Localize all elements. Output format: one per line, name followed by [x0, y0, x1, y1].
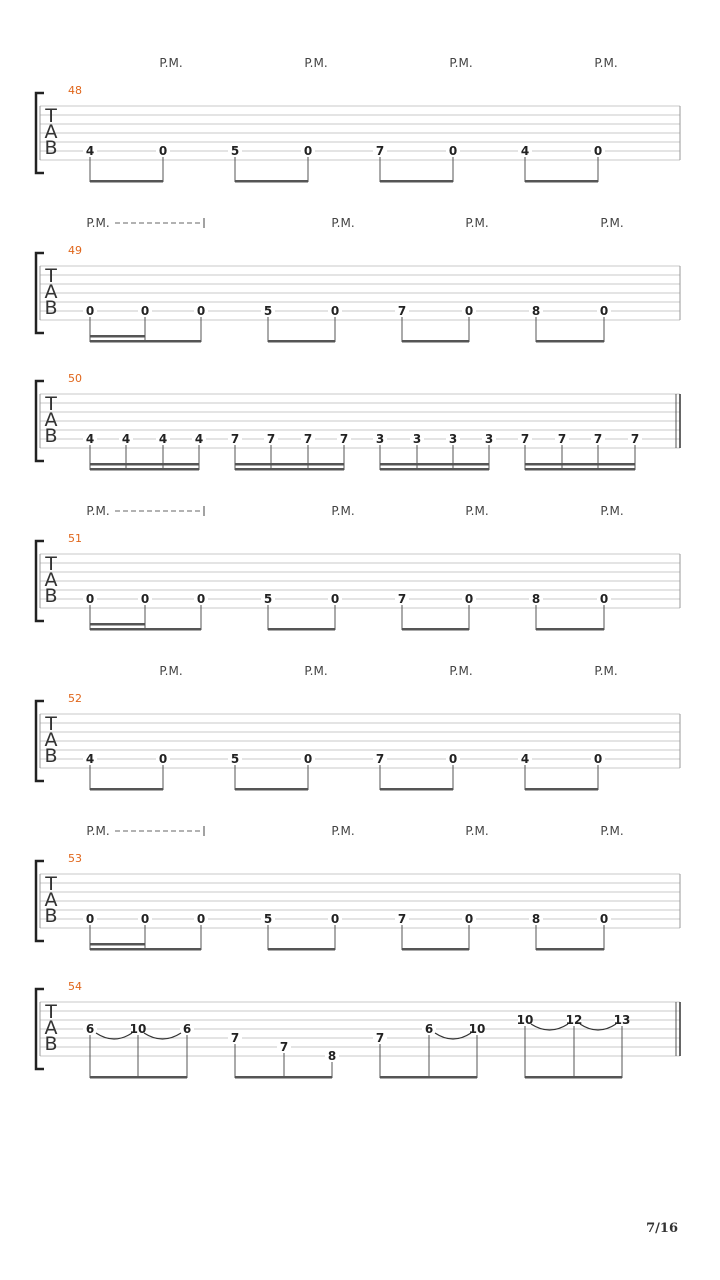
beam — [525, 468, 635, 471]
fret-number: 5 — [230, 752, 240, 766]
staff-system-48 — [36, 56, 680, 183]
fret-number: 7 — [303, 432, 313, 446]
beam — [90, 340, 201, 343]
fret-number: 0 — [599, 304, 609, 318]
fret-number: 10 — [516, 1013, 534, 1027]
palm-mute-marking: P.M. — [449, 56, 473, 70]
palm-mute-marking: P.M. — [465, 824, 489, 838]
fret-number: 0 — [196, 912, 206, 926]
fret-number: 0 — [196, 592, 206, 606]
tab-clef-letter: T — [45, 873, 57, 895]
fret-number: 6 — [424, 1022, 434, 1036]
fret-number: 7 — [279, 1040, 289, 1054]
fret-number: 6 — [182, 1022, 192, 1036]
fret-number: 5 — [263, 912, 273, 926]
palm-mute-marking: P.M. — [304, 664, 328, 678]
fret-number: 0 — [196, 304, 206, 318]
tab-clef-letter: B — [44, 905, 58, 927]
beam — [90, 628, 201, 631]
beam — [90, 468, 199, 471]
fret-number: 4 — [121, 432, 131, 446]
page-number: 7/16 — [646, 1221, 678, 1236]
fret-number: 7 — [375, 144, 385, 158]
staff-system-49 — [36, 216, 680, 343]
fret-number: 7 — [557, 432, 567, 446]
tab-clef-letter: A — [44, 1017, 58, 1039]
fret-number: 4 — [85, 432, 95, 446]
fret-number: 0 — [140, 304, 150, 318]
tab-clef-letter: B — [44, 425, 58, 447]
tab-clef-letter: B — [44, 137, 58, 159]
fret-number: 0 — [330, 304, 340, 318]
tab-clef-letter: T — [45, 265, 57, 287]
beam — [380, 468, 489, 471]
palm-mute-marking: P.M. — [594, 664, 618, 678]
fret-number: 4 — [85, 752, 95, 766]
fret-number: 0 — [85, 912, 95, 926]
fret-number: 0 — [85, 592, 95, 606]
fret-number: 7 — [630, 432, 640, 446]
tab-clef-letter: A — [44, 569, 58, 591]
beam — [402, 340, 469, 343]
beam-secondary — [380, 463, 489, 466]
palm-mute-marking: P.M. — [159, 664, 183, 678]
fret-number: 0 — [158, 144, 168, 158]
fret-number: 0 — [599, 592, 609, 606]
palm-mute-marking: P.M. — [594, 56, 618, 70]
fret-number: 0 — [303, 752, 313, 766]
beam — [380, 1076, 477, 1079]
palm-mute-marking: P.M. — [159, 56, 183, 70]
beam — [90, 180, 163, 183]
fret-number: 0 — [593, 752, 603, 766]
fret-number: 7 — [375, 1031, 385, 1045]
beam-secondary — [90, 623, 145, 626]
fret-number: 7 — [339, 432, 349, 446]
fret-number: 5 — [263, 592, 273, 606]
tab-clef-letter: T — [45, 1001, 57, 1023]
measure-number: 54 — [68, 980, 82, 993]
staff-system-50 — [36, 372, 680, 471]
palm-mute-marking: P.M. — [331, 824, 355, 838]
beam — [90, 948, 201, 951]
beam — [235, 180, 308, 183]
fret-number: 0 — [158, 752, 168, 766]
measure-number: 50 — [68, 372, 82, 385]
staff-system-53 — [36, 824, 680, 951]
palm-mute-marking: P.M. — [465, 504, 489, 518]
palm-mute-marking: P.M. — [600, 504, 624, 518]
measure-number: 53 — [68, 852, 82, 865]
fret-number: 4 — [194, 432, 204, 446]
fret-number: 7 — [397, 912, 407, 926]
fret-number: 4 — [158, 432, 168, 446]
fret-number: 0 — [448, 752, 458, 766]
fret-number: 0 — [464, 592, 474, 606]
palm-mute-marking: P.M. — [449, 664, 473, 678]
tab-clef-letter: B — [44, 297, 58, 319]
fret-number: 6 — [85, 1022, 95, 1036]
fret-number: 4 — [85, 144, 95, 158]
fret-number: 7 — [593, 432, 603, 446]
tab-clef-letter: T — [45, 713, 57, 735]
beam — [235, 468, 344, 471]
beam — [536, 628, 604, 631]
fret-number: 8 — [531, 912, 541, 926]
fret-number: 3 — [375, 432, 385, 446]
beam — [268, 340, 335, 343]
tab-clef-letter: A — [44, 889, 58, 911]
fret-number: 4 — [520, 752, 530, 766]
fret-number: 0 — [140, 592, 150, 606]
palm-mute-marking: P.M. — [600, 824, 624, 838]
fret-number: 7 — [230, 432, 240, 446]
beam-secondary — [525, 463, 635, 466]
staff-system-54 — [36, 980, 680, 1079]
beam — [90, 1076, 187, 1079]
fret-number: 0 — [464, 912, 474, 926]
fret-number: 3 — [412, 432, 422, 446]
fret-number: 7 — [520, 432, 530, 446]
palm-mute-marking: P.M. — [86, 824, 110, 838]
tab-clef-letter: T — [45, 393, 57, 415]
fret-number: 0 — [330, 592, 340, 606]
beam-secondary — [90, 335, 145, 338]
tab-clef-letter: T — [45, 553, 57, 575]
fret-number: 5 — [263, 304, 273, 318]
fret-number: 5 — [230, 144, 240, 158]
beam — [536, 340, 604, 343]
fret-number: 12 — [565, 1013, 583, 1027]
beam — [90, 788, 163, 791]
beam — [268, 948, 335, 951]
beam — [525, 180, 598, 183]
palm-mute-marking: P.M. — [86, 504, 110, 518]
fret-number: 8 — [327, 1049, 337, 1063]
beam — [402, 628, 469, 631]
palm-mute-marking: P.M. — [304, 56, 328, 70]
measure-number: 51 — [68, 532, 82, 545]
fret-number: 0 — [464, 304, 474, 318]
fret-number: 10 — [468, 1022, 486, 1036]
fret-number: 0 — [599, 912, 609, 926]
beam — [235, 788, 308, 791]
palm-mute-marking: P.M. — [600, 216, 624, 230]
beam — [536, 948, 604, 951]
beam — [235, 1076, 332, 1079]
fret-number: 0 — [448, 144, 458, 158]
beam-secondary — [235, 463, 344, 466]
measure-number: 49 — [68, 244, 82, 257]
measure-number: 48 — [68, 84, 82, 97]
palm-mute-marking: P.M. — [331, 504, 355, 518]
fret-number: 7 — [266, 432, 276, 446]
fret-number: 0 — [85, 304, 95, 318]
beam — [268, 628, 335, 631]
tab-clef-letter: A — [44, 729, 58, 751]
tab-clef-letter: B — [44, 1033, 58, 1055]
tab-clef-letter: A — [44, 121, 58, 143]
fret-number: 10 — [129, 1022, 147, 1036]
beam — [402, 948, 469, 951]
fret-number: 3 — [448, 432, 458, 446]
beam-secondary — [90, 463, 199, 466]
fret-number: 0 — [330, 912, 340, 926]
fret-number: 7 — [397, 304, 407, 318]
beam — [380, 180, 453, 183]
tab-clef-letter: B — [44, 585, 58, 607]
fret-number: 13 — [613, 1013, 631, 1027]
fret-number: 8 — [531, 592, 541, 606]
tab-clef-letter: B — [44, 745, 58, 767]
staff-system-51 — [36, 504, 680, 631]
fret-number: 0 — [303, 144, 313, 158]
measure-number: 52 — [68, 692, 82, 705]
tab-clef-letter: A — [44, 281, 58, 303]
fret-number: 4 — [520, 144, 530, 158]
beam — [525, 788, 598, 791]
palm-mute-marking: P.M. — [465, 216, 489, 230]
beam-secondary — [90, 943, 145, 946]
fret-number: 3 — [484, 432, 494, 446]
tab-clef-letter: T — [45, 105, 57, 127]
fret-number: 0 — [140, 912, 150, 926]
staff-system-52 — [36, 664, 680, 791]
palm-mute-marking: P.M. — [86, 216, 110, 230]
tab-clef-letter: A — [44, 409, 58, 431]
beam — [525, 1076, 622, 1079]
fret-number: 7 — [230, 1031, 240, 1045]
palm-mute-marking: P.M. — [331, 216, 355, 230]
fret-number: 8 — [531, 304, 541, 318]
fret-number: 7 — [397, 592, 407, 606]
fret-number: 0 — [593, 144, 603, 158]
beam — [380, 788, 453, 791]
fret-number: 7 — [375, 752, 385, 766]
